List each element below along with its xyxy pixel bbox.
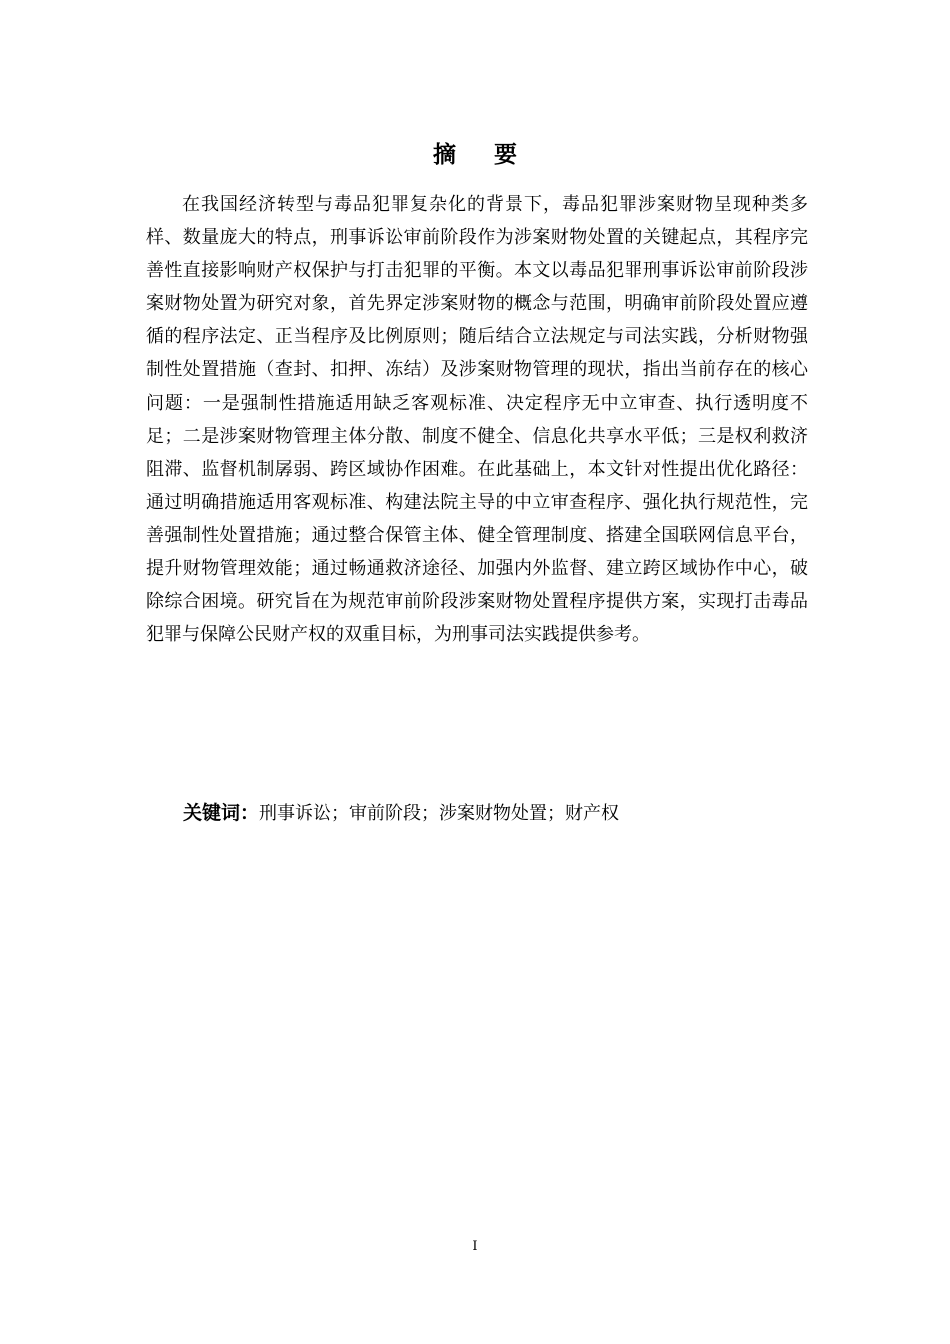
page-number: I [472, 1239, 478, 1254]
keywords-line [183, 796, 823, 831]
keywords-value: 刑事诉讼；审前阶段；涉案财物处置；财产权 [259, 803, 620, 824]
page-title: 摘要 [433, 142, 555, 168]
keywords-label: 关键词： [183, 802, 260, 824]
abstract-paragraph: 在我国经济转型与毒品犯罪复杂化的背景下，毒品犯罪涉案财物呈现种类多样、数量庞大的特点，刑事诉讼审前阶段作为涉案财物处置的关键起点，其程序完善性直接影响财产权保护与打击犯罪的平衡。本文以毒品犯罪刑事诉讼审前阶段涉案财物处置为研究对象，首先界定涉案财物的概念与范围，明确审前阶段处置应遵循的程序法定、正当程序及比例原则；随后结合立法规定与司法实践，分析财物强制性处置措施（查封、扣押、冻结）及涉案财物管理的现状，指出当前存在的核心问题：一是强制性措施适用缺乏客观标准、决定程序无中立审查、执行透明度不足；二是涉案财物管理主体分散、制度不健全、信息化共享水平低；三是权利救济阻滞、监督机制孱弱、跨区域协作困难。在此基础上，本文针对性提出优化路径：通过明确措施适用客观标准、构建法院主导的中立审查程序、强化执行规范性，完善强制性处置措施；通过整合保管主体、健全管理制度、搭建全国联网信息平台，提升财物管理效能；通过畅通救济途径、加强内外监督、建立跨区域协作中心，破除综合困境。研究旨在为规范审前阶段涉案财物处置程序提供方案，实现打击毒品犯罪与保障公民财产权的双重目标，为刑事司法实践提供参考。 [146, 194, 808, 646]
